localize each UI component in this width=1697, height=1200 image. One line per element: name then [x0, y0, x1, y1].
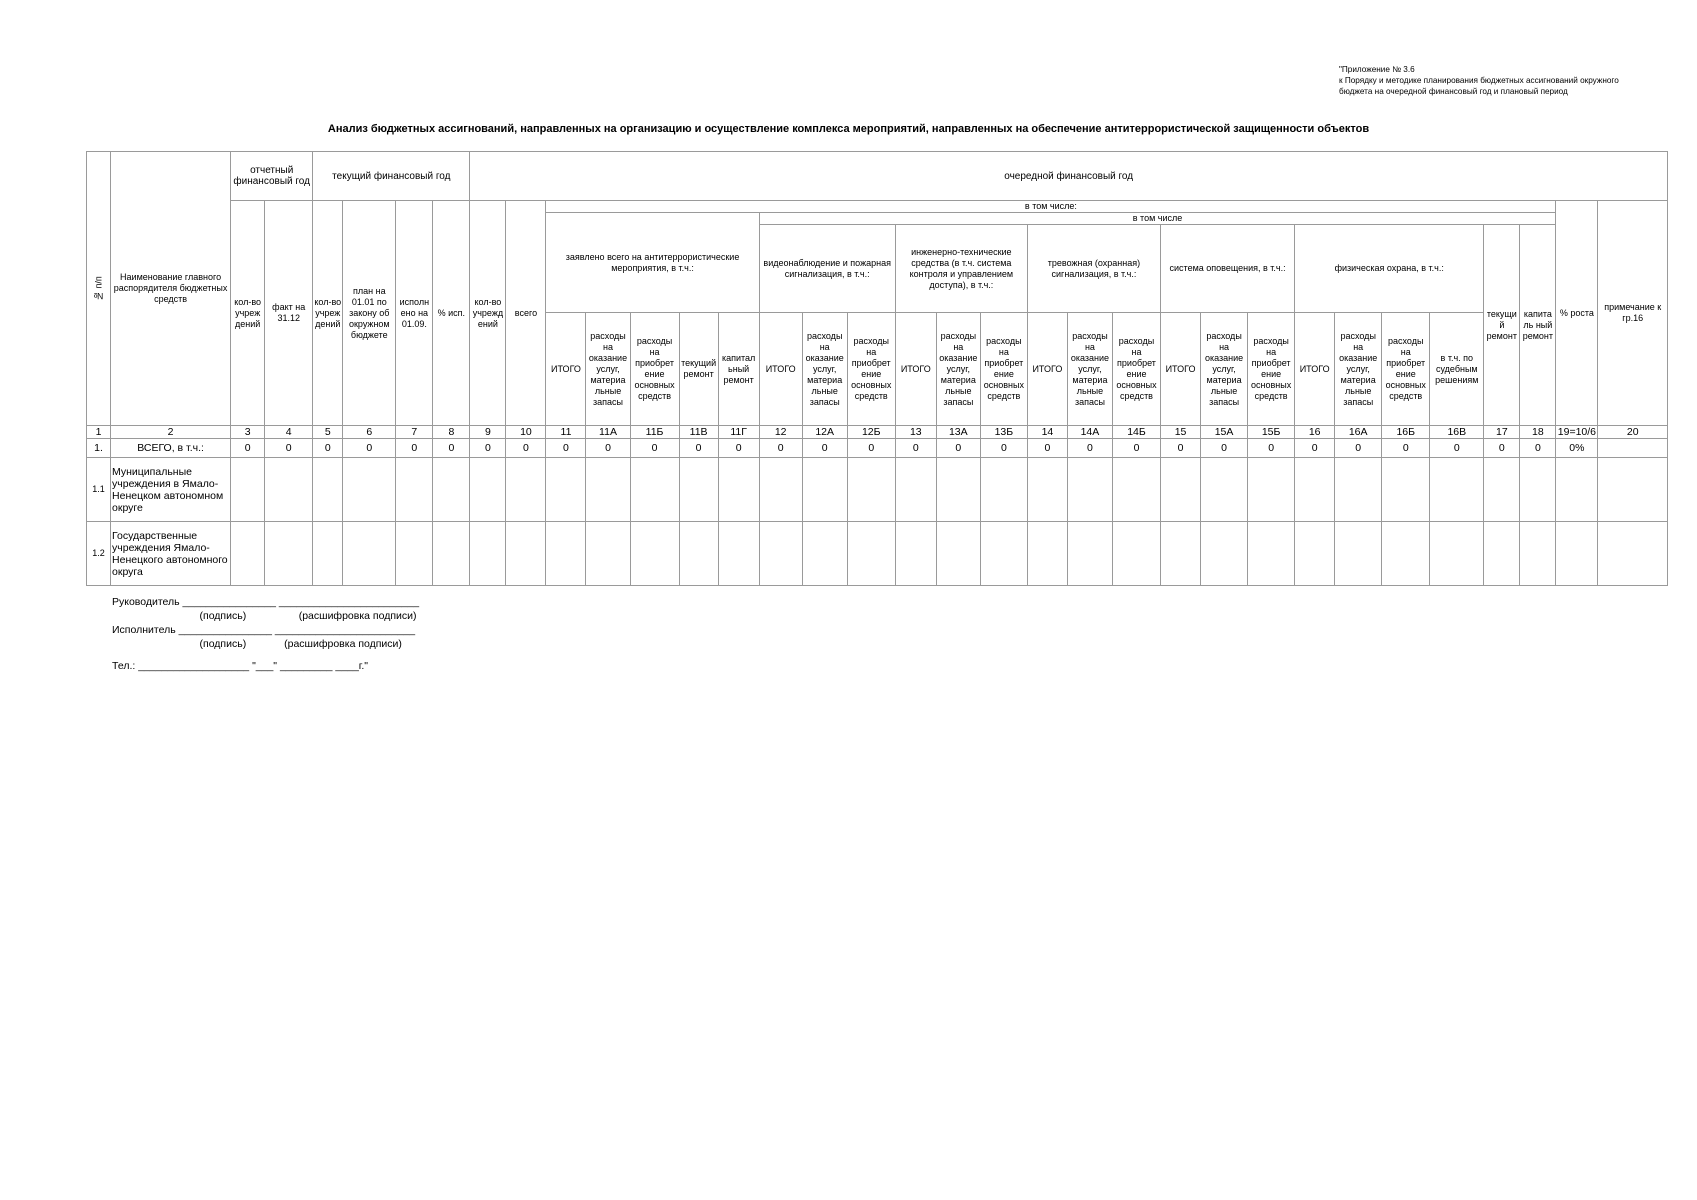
value-cell [1067, 458, 1112, 522]
col-header-cur-count: кол-во учреж дений [313, 201, 343, 426]
value-cell [1112, 522, 1160, 586]
sub-header-purchase: расходы на приобрет ение основных средств [1248, 313, 1295, 426]
column-numbers-row [87, 426, 1668, 439]
column-number: 11Б [630, 426, 679, 439]
value-cell [1520, 522, 1556, 586]
value-cell [470, 522, 506, 586]
col-header-including-2: в том числе [759, 213, 1556, 225]
value-cell [1067, 522, 1112, 586]
head-signature-line: Руководитель ________________ ________________________ [112, 596, 420, 608]
value-cell: 0 [1382, 439, 1430, 458]
value-cell: 0 [313, 439, 343, 458]
row-name: ВСЕГО, в т.ч.: [111, 439, 231, 458]
row-name: Муниципальные учреждения в Ямало-Ненецком автономном округе [111, 458, 231, 522]
value-cell: 0 [802, 439, 847, 458]
col-header-plan: план на 01.01 по закону об окружном бюджете [343, 201, 396, 426]
value-cell [980, 522, 1027, 586]
column-number: 11 [546, 426, 586, 439]
col-header-note: примечание к гр.16 [1598, 201, 1668, 426]
value-cell [1112, 458, 1160, 522]
column-number: 10 [506, 426, 546, 439]
sub-header-current-repair: текущий ремонт [679, 313, 718, 426]
column-number: 2 [111, 426, 231, 439]
value-cell: 0 [506, 439, 546, 458]
column-number: 18 [1520, 426, 1556, 439]
value-cell: 0 [679, 439, 718, 458]
value-cell: 0 [1112, 439, 1160, 458]
value-cell [586, 458, 630, 522]
col-header-name: Наименование главного распорядителя бюджетных средств [111, 152, 231, 426]
value-cell [343, 522, 396, 586]
annex-line-3: бюджета на очередной финансовый год и плановый период [1339, 87, 1568, 96]
value-cell [396, 522, 433, 586]
value-cell [1520, 458, 1556, 522]
row-number: 1.1 [87, 458, 111, 522]
col-header-total: всего [506, 201, 546, 426]
value-cell [718, 522, 759, 586]
value-cell [1027, 522, 1067, 586]
value-cell [433, 458, 470, 522]
sub-header-purchase: расходы на приобрет ение основных средств [1382, 313, 1430, 426]
value-cell [895, 458, 936, 522]
column-number: 13Б [980, 426, 1027, 439]
value-cell: 0 [1161, 439, 1201, 458]
col-header-executed: исполн ено на 01.09. [396, 201, 433, 426]
value-cell [679, 522, 718, 586]
sub-header-services: расходы на оказание услуг, материа льные запасы [936, 313, 980, 426]
column-number: 14 [1027, 426, 1067, 439]
col-header-current-repair: текущий ремонт [1484, 225, 1520, 426]
value-cell [1248, 458, 1295, 522]
sub-header-itogo: ИТОГО [1295, 313, 1335, 426]
value-cell [630, 458, 679, 522]
value-cell [847, 458, 895, 522]
value-cell [1484, 458, 1520, 522]
column-number: 15 [1161, 426, 1201, 439]
sub-header-itogo: ИТОГО [1161, 313, 1201, 426]
value-cell [847, 522, 895, 586]
value-cell: 0 [231, 439, 265, 458]
value-cell: 0 [1295, 439, 1335, 458]
column-number: 11В [679, 426, 718, 439]
row-number: 1. [87, 439, 111, 458]
sub-header-services: расходы на оказание услуг, материа льные запасы [1335, 313, 1382, 426]
column-number: 16Б [1382, 426, 1430, 439]
value-cell [1335, 458, 1382, 522]
value-cell [470, 458, 506, 522]
table-row [87, 458, 1668, 522]
col-header-next-count: кол-во учрежд ений [470, 201, 506, 426]
sub-header-itogo: ИТОГО [546, 313, 586, 426]
sub-header-services: расходы на оказание услуг, материа льные запасы [1201, 313, 1248, 426]
column-number: 11А [586, 426, 630, 439]
column-number: 11Г [718, 426, 759, 439]
col-header-declared: заявлено всего на антитеррористические мероприятия, в т.ч.: [546, 213, 759, 313]
value-cell [936, 522, 980, 586]
column-number: 20 [1598, 426, 1668, 439]
value-cell: 0 [1335, 439, 1382, 458]
column-number: 12 [759, 426, 802, 439]
col-header-pct-exec: % исп. [433, 201, 470, 426]
sub-header-services: расходы на оказание услуг, материа льные запасы [586, 313, 630, 426]
value-cell: 0 [718, 439, 759, 458]
sub-header-purchase: расходы на приобрет ение основных средств [630, 313, 679, 426]
value-cell [506, 522, 546, 586]
value-cell: 0 [396, 439, 433, 458]
column-number: 15Б [1248, 426, 1295, 439]
sub-header-itogo: ИТОГО [759, 313, 802, 426]
col-header-report-year: отчетный финансовый год [231, 152, 313, 201]
sub-header-purchase: расходы на приобрет ение основных средств [980, 313, 1027, 426]
value-cell [1598, 458, 1668, 522]
value-cell: 0 [895, 439, 936, 458]
value-cell: 0% [1556, 439, 1598, 458]
col-header-number: № п/п [87, 152, 111, 426]
value-cell [343, 458, 396, 522]
sub-header-purchase: расходы на приобрет ение основных средств [1112, 313, 1160, 426]
column-number: 15А [1201, 426, 1248, 439]
executor-signature-line: Исполнитель ________________ ________________________ [112, 624, 416, 636]
value-cell: 0 [470, 439, 506, 458]
value-cell [1295, 458, 1335, 522]
value-cell: 0 [586, 439, 630, 458]
value-cell [1382, 522, 1430, 586]
value-cell [546, 522, 586, 586]
column-number: 14А [1067, 426, 1112, 439]
sub-header-services: расходы на оказание услуг, материа льные запасы [1067, 313, 1112, 426]
col-header-video: видеонаблюдение и пожарная сигнализация, в т.ч.: [759, 225, 895, 313]
value-cell [313, 458, 343, 522]
value-cell: 0 [847, 439, 895, 458]
document-title: Анализ бюджетных ассигнований, направленных на организацию и осуществление комплекса мероприятий, направленных на обеспечение антитеррористической защищенности объектов [327, 123, 1370, 135]
total-row [87, 439, 1668, 458]
column-number: 5 [313, 426, 343, 439]
column-number: 9 [470, 426, 506, 439]
value-cell [1556, 522, 1598, 586]
column-number: 19=10/6 [1557, 426, 1597, 438]
value-cell: 0 [759, 439, 802, 458]
column-number: 12А [802, 426, 847, 439]
value-cell [1027, 458, 1067, 522]
column-number: 16А [1335, 426, 1382, 439]
column-number: 1 [87, 426, 111, 439]
annex-reference [1339, 64, 1659, 97]
value-cell [630, 522, 679, 586]
col-header-fact: факт на 31.12 [265, 201, 313, 426]
value-cell: 0 [1067, 439, 1112, 458]
value-cell [759, 458, 802, 522]
col-header-engineering: инженерно-технические средства (в т.ч. система контроля и управлением доступа), в т.ч.: [895, 225, 1027, 313]
column-number: 14Б [1112, 426, 1160, 439]
value-cell [1248, 522, 1295, 586]
value-cell: 0 [980, 439, 1027, 458]
value-cell [759, 522, 802, 586]
column-number: 6 [343, 426, 396, 439]
col-header-capital-repair: капиталь ный ремонт [1520, 225, 1556, 426]
column-number: 12Б [847, 426, 895, 439]
value-cell: 0 [1248, 439, 1295, 458]
value-cell [1430, 522, 1484, 586]
column-number: 16 [1295, 426, 1335, 439]
value-cell [1161, 458, 1201, 522]
value-cell: 0 [546, 439, 586, 458]
column-number: 13А [936, 426, 980, 439]
value-cell: 0 [265, 439, 313, 458]
value-cell [1598, 522, 1668, 586]
budget-analysis-table [86, 151, 1668, 586]
annex-line-2: к Порядку и методике планирования бюджетных ассигнований окружного [1339, 76, 1619, 85]
value-cell [1598, 439, 1668, 458]
col-header-inst-count: кол-во учреж дений [231, 201, 265, 426]
value-cell [1430, 458, 1484, 522]
value-cell [895, 522, 936, 586]
value-cell: 0 [936, 439, 980, 458]
value-cell [1484, 522, 1520, 586]
col-header-guard: физическая охрана, в т.ч.: [1295, 225, 1484, 313]
column-number: 17 [1484, 426, 1520, 439]
value-cell [586, 522, 630, 586]
head-signature-caption: (подпись) (расшифровка подписи) [112, 610, 417, 622]
col-header-including: в том числе: [546, 201, 1556, 213]
value-cell: 0 [1430, 439, 1484, 458]
sub-header-itogo: ИТОГО [1027, 313, 1067, 426]
value-cell [546, 458, 586, 522]
value-cell [506, 458, 546, 522]
value-cell: 0 [1484, 439, 1520, 458]
value-cell [936, 458, 980, 522]
column-number: 13 [895, 426, 936, 439]
value-cell: 0 [343, 439, 396, 458]
value-cell [802, 522, 847, 586]
row-number: 1.2 [87, 522, 111, 586]
value-cell [679, 458, 718, 522]
row-name: Государственные учреждения Ямало-Ненецкого автономного округа [111, 522, 231, 586]
value-cell [1201, 458, 1248, 522]
executor-signature-caption: (подпись) (расшифровка подписи) [112, 638, 402, 650]
value-cell [433, 522, 470, 586]
column-number: 3 [231, 426, 265, 439]
column-number: 7 [396, 426, 433, 439]
annex-line-1: "Приложение № 3.6 [1339, 65, 1415, 74]
value-cell [231, 522, 265, 586]
col-header-growth: % роста [1556, 201, 1598, 426]
column-number: 4 [265, 426, 313, 439]
sub-header-itogo: ИТОГО [895, 313, 936, 426]
table-row [87, 522, 1668, 586]
sub-header-capital-repair: капитал ьный ремонт [718, 313, 759, 426]
col-header-alarm: тревожная (охранная) сигнализация, в т.ч.: [1027, 225, 1160, 313]
value-cell: 0 [1027, 439, 1067, 458]
value-cell [980, 458, 1027, 522]
phone-date-line: Тел.: ___________________ "___" _________ ____г." [112, 660, 368, 672]
value-cell [1556, 458, 1598, 522]
value-cell [1335, 522, 1382, 586]
value-cell [1161, 522, 1201, 586]
column-number: 8 [433, 426, 470, 439]
col-header-current-year: текущий финансовый год [313, 152, 470, 201]
value-cell [396, 458, 433, 522]
value-cell [231, 458, 265, 522]
value-cell [265, 458, 313, 522]
value-cell: 0 [630, 439, 679, 458]
value-cell [802, 458, 847, 522]
value-cell [265, 522, 313, 586]
value-cell: 0 [1520, 439, 1556, 458]
col-header-next-year: очередной финансовый год [470, 152, 1668, 201]
sub-header-court: в т.ч. по судебным решениям [1430, 313, 1484, 426]
value-cell [1201, 522, 1248, 586]
sub-header-services: расходы на оказание услуг, материа льные запасы [802, 313, 847, 426]
value-cell: 0 [433, 439, 470, 458]
column-number: 16В [1430, 426, 1484, 439]
value-cell [1295, 522, 1335, 586]
col-header-notification: система оповещения, в т.ч.: [1161, 225, 1295, 313]
value-cell [313, 522, 343, 586]
value-cell [1382, 458, 1430, 522]
value-cell: 0 [1201, 439, 1248, 458]
value-cell [718, 458, 759, 522]
sub-header-purchase: расходы на приобрет ение основных средств [847, 313, 895, 426]
